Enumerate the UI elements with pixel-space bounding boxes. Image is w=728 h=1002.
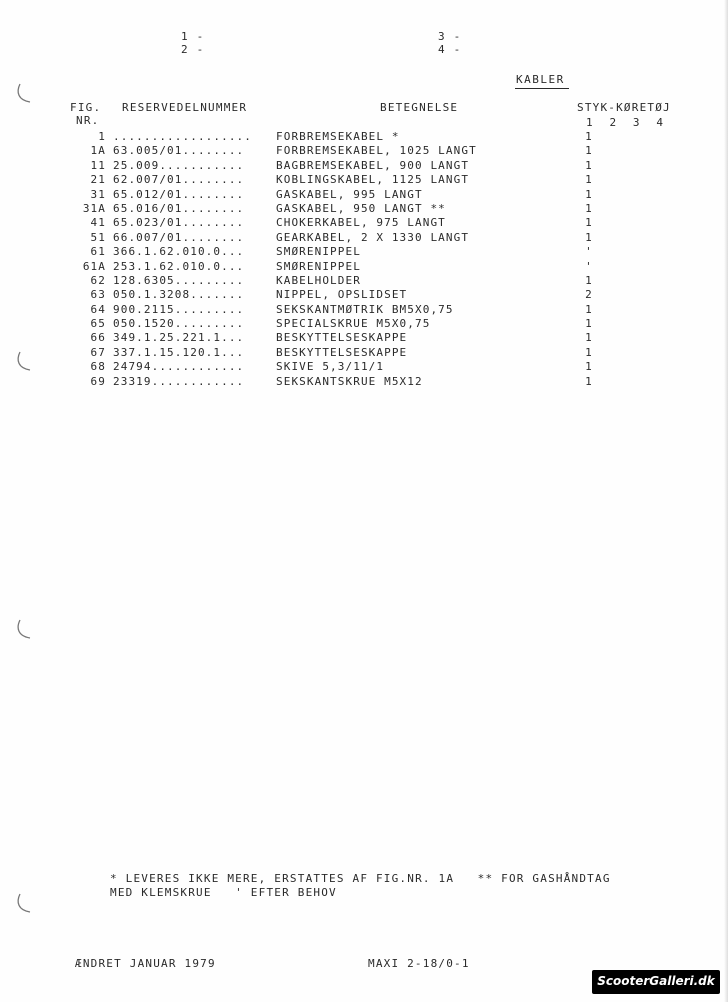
fig-number: 68 (90, 360, 106, 374)
header-vehicle-columns: 1 2 3 4 (586, 116, 665, 129)
part-quantity: 1 (585, 130, 593, 143)
part-quantity: 1 (585, 158, 593, 172)
part-quantity: 1 (585, 216, 593, 230)
part-number: 253.1.62.010.0... (113, 259, 245, 273)
list-item (0, 360, 728, 374)
part-description: FORBREMSEKABEL * (276, 130, 400, 143)
page-number-3: 3 - (438, 30, 462, 43)
list-item (0, 144, 728, 158)
list-item (0, 188, 728, 202)
fig-number: 67 (90, 345, 106, 359)
page-number-1: 1 - (181, 30, 205, 43)
fig-number: 31 (90, 187, 106, 201)
part-description: GASKABEL, 950 LANGT ** (276, 201, 446, 215)
document-code: MAXI 2-18/0-1 (368, 957, 470, 970)
list-item (0, 375, 728, 389)
parts-list (0, 130, 728, 389)
header-part-number: RESERVEDELNUMMER (122, 101, 248, 114)
part-quantity: 1 (585, 144, 593, 158)
part-description: KOBLINGSKABEL, 1125 LANGT (276, 173, 470, 187)
punch-hole-icon (12, 614, 42, 644)
part-description: BAGBREMSEKABEL, 900 LANGT (276, 158, 470, 172)
list-item (0, 202, 728, 216)
part-number: 050.1520......... (113, 317, 245, 331)
list-item (0, 159, 728, 173)
part-number: 900.2115......... (113, 302, 245, 316)
fig-number: 64 (90, 302, 106, 316)
part-quantity: 1 (585, 230, 593, 244)
part-quantity: 2 (585, 288, 593, 302)
part-number: .................. (113, 130, 253, 143)
list-item (0, 260, 728, 274)
part-description: KABELHOLDER (276, 273, 361, 287)
part-number: 366.1.62.010.0... (113, 245, 245, 259)
fig-number: 63 (90, 288, 106, 302)
header-quantity: STYK-KØRETØJ (577, 101, 671, 114)
part-description: FORBREMSEKABEL, 1025 LANGT (276, 144, 477, 158)
fig-number: 31A (82, 201, 106, 215)
list-item (0, 331, 728, 345)
header-description: BETEGNELSE (380, 101, 459, 114)
page-number-4: 4 - (438, 43, 462, 56)
list-item (0, 288, 728, 302)
watermark-badge (592, 970, 720, 994)
part-number: 24794............ (113, 360, 245, 374)
revision-date: ÆNDRET JANUAR 1979 (75, 957, 216, 970)
part-description: SMØRENIPPEL (276, 259, 361, 273)
part-description: CHOKERKABEL, 975 LANGT (276, 216, 446, 230)
punch-hole-icon (12, 78, 42, 108)
footnote-line-2: MED KLEMSKRUE ' EFTER BEHOV (110, 886, 337, 899)
part-description: NIPPEL, OPSLIDSET (276, 288, 408, 302)
part-description: SMØRENIPPEL (276, 245, 361, 259)
list-item (0, 274, 728, 288)
part-quantity: 1 (585, 360, 593, 374)
part-quantity: 1 (585, 374, 593, 388)
footnote-line-1: * LEVERES IKKE MERE, ERSTATTES AF FIG.NR. 1A ** FOR GASHÅNDTAG (110, 872, 611, 885)
part-description: BESKYTTELSESKAPPE (276, 331, 408, 345)
fig-number: 1A (90, 144, 106, 158)
fig-number: 51 (90, 230, 106, 244)
part-number: 25.009........... (113, 158, 245, 172)
part-description: SKIVE 5,3/11/1 (276, 360, 385, 374)
part-number: 63.005/01........ (113, 144, 245, 158)
punch-hole-icon (12, 888, 42, 918)
part-description: BESKYTTELSESKAPPE (276, 345, 408, 359)
part-quantity: 1 (585, 173, 593, 187)
fig-number: 21 (90, 173, 106, 187)
part-quantity: 1 (585, 187, 593, 201)
header-fig: FIG. (70, 101, 102, 114)
list-item (0, 317, 728, 331)
part-quantity: 1 (585, 345, 593, 359)
list-item (0, 216, 728, 230)
part-number: 62.007/01........ (113, 173, 245, 187)
part-number: 65.012/01........ (113, 187, 245, 201)
fig-number: 11 (90, 158, 106, 172)
part-number: 66.007/01........ (113, 230, 245, 244)
list-item (0, 173, 728, 187)
list-item (0, 231, 728, 245)
fig-number: 61 (90, 245, 106, 259)
list-item (0, 303, 728, 317)
list-item (0, 130, 728, 144)
part-number: 23319............ (113, 374, 245, 388)
list-item (0, 346, 728, 360)
fig-number: 62 (90, 273, 106, 287)
part-description: SPECIALSKRUE M5X0,75 (276, 317, 431, 331)
fig-number: 41 (90, 216, 106, 230)
part-quantity: ' (585, 245, 593, 259)
fig-number: 61A (82, 259, 106, 273)
part-description: GASKABEL, 995 LANGT (276, 187, 423, 201)
part-quantity: 1 (585, 331, 593, 345)
section-title: KABLER (516, 73, 565, 86)
page-number-2: 2 - (181, 43, 205, 56)
fig-number: 69 (90, 374, 106, 388)
part-number: 128.6305......... (113, 273, 245, 287)
watermark-text: ScooterGalleri.dk (597, 974, 715, 988)
part-number: 050.1.3208....... (113, 288, 245, 302)
part-quantity: 1 (585, 317, 593, 331)
part-number: 65.023/01........ (113, 216, 245, 230)
part-quantity: 1 (585, 302, 593, 316)
fig-number: 1 (98, 130, 106, 143)
fig-number: 65 (90, 317, 106, 331)
part-quantity: 1 (585, 201, 593, 215)
header-nr: NR. (76, 114, 100, 127)
part-quantity: ' (585, 259, 593, 273)
list-item (0, 245, 728, 259)
section-title-underline (515, 88, 569, 89)
part-description: SEKSKANTSKRUE M5X12 (276, 374, 423, 388)
part-number: 349.1.25.221.1... (113, 331, 245, 345)
part-number: 65.016/01........ (113, 201, 245, 215)
part-quantity: 1 (585, 273, 593, 287)
part-description: GEARKABEL, 2 X 1330 LANGT (276, 230, 470, 244)
fig-number: 66 (90, 331, 106, 345)
part-number: 337.1.15.120.1... (113, 345, 245, 359)
part-description: SEKSKANTMØTRIK BM5X0,75 (276, 302, 454, 316)
